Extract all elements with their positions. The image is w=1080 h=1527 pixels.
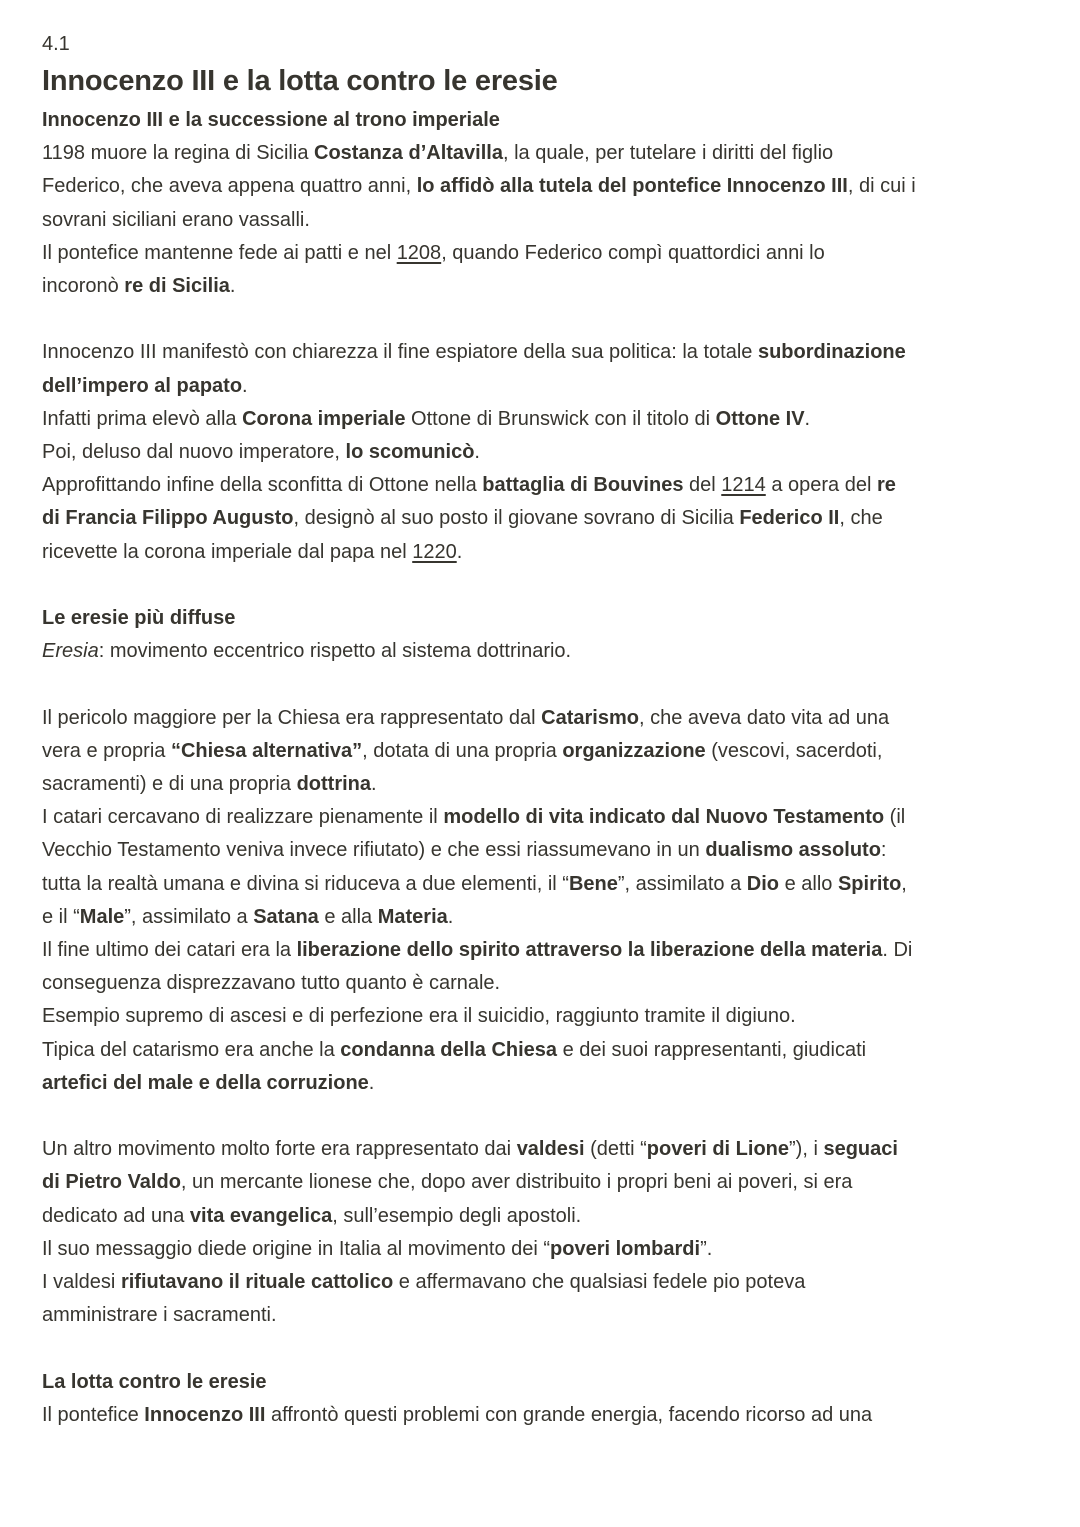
text-run: ricevette la corona imperiale dal papa nel (42, 540, 413, 563)
paragraph-gap (42, 303, 1042, 336)
bold-text: Bene (568, 872, 618, 895)
text-run: sovrani siciliani erano vassalli. (42, 208, 310, 231)
bold-text: di Francia Filippo Augusto (42, 507, 294, 530)
bold-text: Catarismo (541, 706, 639, 729)
bold-text: lo affidò alla tutela del pontefice Innocenzo III (416, 175, 848, 198)
text-line (42, 1299, 1042, 1332)
text-run: e dei suoi rappresentanti, giudicati (557, 1038, 867, 1061)
text-run: . (447, 905, 454, 928)
text-line (42, 469, 1042, 502)
text-line (42, 1034, 1042, 1067)
text-run: , dotata di una propria (362, 739, 563, 762)
text-line (42, 204, 1042, 237)
text-run: Esempio supremo di ascesi e di perfezione era il suicidio, raggiunto tramite il digiuno. (42, 1005, 796, 1028)
text-run: (il (884, 806, 906, 829)
text-line (42, 137, 1042, 170)
text-run: , un mercante lionese che, dopo aver distribuito i propri beni ai poveri, si era (180, 1171, 853, 1194)
text-run: del (683, 474, 722, 497)
bold-text: Federico II (739, 507, 840, 530)
text-run: : (880, 839, 887, 862)
text-run: , che aveva dato vita ad una (638, 706, 890, 729)
underlined-text: 1220 (412, 540, 457, 563)
paragraph-gap (42, 569, 1042, 602)
bold-text: condanna della Chiesa (340, 1038, 558, 1061)
section-heading: Innocenzo III e la successione al trono imperiale (42, 109, 500, 131)
text-run: conseguenza disprezzavano tutto quanto è carnale. (42, 972, 501, 995)
bold-text: modello di vita indicato dal Nuovo Testamento (443, 806, 885, 829)
bold-text: poveri di Lione (646, 1138, 790, 1161)
text-run: a opera del (765, 474, 877, 497)
text-run: (vescovi, sacerdoti, (705, 739, 883, 762)
text-line (42, 702, 1042, 735)
text-line (42, 1000, 1042, 1033)
text-line (42, 403, 1042, 436)
text-run: , la quale, per tutelare i diritti del figlio (502, 142, 834, 165)
bold-text: Satana (253, 905, 319, 928)
bold-text: Spirito (837, 872, 902, 895)
text-line (42, 1399, 1042, 1432)
text-run: I catari cercavano di realizzare pienamente il (42, 806, 444, 829)
text-line (42, 1166, 1042, 1199)
text-run: incoronò (42, 275, 125, 298)
text-run: dedicato ad una (42, 1204, 190, 1227)
text-line (42, 834, 1042, 867)
text-run: Tipica del catarismo era anche la (42, 1038, 341, 1061)
bold-text: battaglia di Bouvines (482, 474, 684, 497)
text-line (42, 170, 1042, 203)
text-run: . (456, 540, 463, 563)
bold-text: Corona imperiale (242, 407, 406, 430)
text-run: Il pericolo maggiore per la Chiesa era rappresentato dal (42, 706, 542, 729)
text-run: Innocenzo III manifestò con chiarezza il fine espiatore della sua politica: la totale (42, 341, 758, 364)
section-heading: Le eresie più diffuse (42, 607, 236, 630)
document-body (42, 104, 1042, 1432)
bold-text: organizzazione (562, 739, 706, 762)
underlined-text: 1214 (721, 474, 766, 497)
text-line (42, 270, 1042, 303)
text-run: . (371, 773, 377, 796)
text-run: Infatti prima elevò alla (42, 407, 243, 430)
text-line (42, 901, 1042, 934)
text-run: Poi, deluso dal nuovo imperatore, (42, 441, 346, 464)
text-line (42, 336, 1042, 369)
bold-text: Male (79, 905, 125, 928)
bold-text: valdesi (516, 1138, 585, 1161)
text-line (42, 801, 1042, 834)
text-run: amministrare i sacramenti. (42, 1304, 277, 1327)
text-run: ”), i (789, 1138, 824, 1161)
text-run: e allo (779, 872, 838, 895)
bold-text: “Chiesa alternativa” (170, 739, 363, 762)
text-run: : movimento eccentrico rispetto al sistema dottrinario. (98, 640, 572, 663)
text-run: ”, assimilato a (124, 905, 254, 928)
text-run: , sull’esempio degli apostoli. (332, 1204, 582, 1227)
text-run: . (368, 1071, 375, 1094)
bold-text: poveri lombardi (550, 1237, 701, 1260)
bold-text: Ottone IV (715, 407, 805, 430)
text-line (42, 1067, 1042, 1100)
bold-text: vita evangelica (189, 1204, 333, 1227)
paragraph-gap (42, 1332, 1042, 1365)
section-heading: La lotta contro le eresie (42, 1370, 267, 1393)
bold-text: lo scomunicò (345, 441, 475, 464)
bold-text: subordinazione (757, 341, 906, 364)
paragraph-gap (42, 668, 1042, 701)
bold-text: liberazione dello spirito attraverso la liberazione della materia (296, 939, 883, 962)
text-line (42, 370, 1042, 403)
text-run: ”. (700, 1237, 713, 1260)
text-line (42, 237, 1042, 270)
text-run: , (901, 872, 907, 895)
page-title: Innocenzo III e la lotta contro le eresie (42, 65, 558, 97)
text-run: ”, assimilato a (617, 872, 747, 895)
text-run: (detti “ (584, 1138, 647, 1161)
text-line (42, 1233, 1042, 1266)
text-line (42, 1200, 1042, 1233)
bold-text: dualismo assoluto (705, 839, 881, 862)
text-line (42, 967, 1042, 1000)
text-run: Il suo messaggio diede origine in Italia al movimento dei “ (42, 1237, 551, 1260)
text-run: 1198 muore la regina di Sicilia (42, 142, 315, 165)
bold-text: rifiutavano il rituale cattolico (120, 1271, 394, 1294)
bold-text: artefici del male e della corruzione (42, 1071, 369, 1094)
text-run: . Di (882, 939, 913, 962)
text-line (42, 536, 1042, 569)
text-run: . (804, 407, 811, 430)
bold-text: seguaci (823, 1138, 898, 1161)
text-line (42, 1266, 1042, 1299)
bold-text: Costanza d’Altavilla (314, 142, 503, 165)
bold-text: Dio (746, 872, 780, 895)
text-run: , designò al suo posto il giovane sovrano di Sicilia (293, 507, 740, 530)
text-run: I valdesi (42, 1271, 121, 1294)
text-run: e alla (318, 905, 378, 928)
text-run: e affermavano che qualsiasi fedele pio poteva (393, 1271, 806, 1294)
text-line (42, 1133, 1042, 1166)
text-run: Federico, che aveva appena quattro anni, (42, 175, 417, 198)
text-line (42, 934, 1042, 967)
bold-text: Materia (377, 905, 448, 928)
text-run: . (242, 374, 248, 397)
text-line (42, 768, 1042, 801)
bold-text: di Pietro Valdo (42, 1171, 181, 1194)
text-run: tutta la realtà umana e divina si riduceva a due elementi, il “ (42, 872, 569, 895)
text-run: Approfittando infine della sconfitta di Ottone nella (42, 474, 483, 497)
text-run: , di cui i (847, 175, 916, 198)
underlined-text: 1208 (396, 241, 442, 264)
text-run: Il pontefice (42, 1403, 145, 1426)
text-run: . (229, 275, 236, 298)
italic-text: Eresia (42, 640, 99, 663)
text-line (42, 502, 1042, 535)
text-run: Il fine ultimo dei catari era la (42, 939, 297, 962)
text-run: Il pontefice mantenne fede ai patti e nel (42, 241, 397, 264)
text-run: , quando Federico compì quattordici anni lo (441, 241, 825, 264)
bold-text: Innocenzo III (144, 1403, 266, 1426)
section-number: 4.1 (42, 33, 70, 55)
text-run: Ottone di Brunswick con il titolo di (405, 407, 716, 430)
text-run: . (474, 441, 480, 464)
text-run: Vecchio Testamento veniva invece rifiutato) e che essi riassumevano in un (42, 839, 706, 862)
text-run: sacramenti) e di una propria (42, 773, 297, 796)
text-line (42, 735, 1042, 768)
bold-text: re (876, 474, 896, 497)
document-page (42, 28, 1042, 1432)
paragraph-gap (42, 1100, 1042, 1133)
text-line (42, 635, 1042, 668)
text-run: , che (839, 507, 883, 530)
text-run: affrontò questi problemi con grande energia, facendo ricorso ad una (265, 1403, 873, 1426)
bold-text: re di Sicilia (124, 275, 230, 298)
bold-text: dottrina (296, 773, 372, 796)
text-line (42, 436, 1042, 469)
text-run: Un altro movimento molto forte era rappresentato dai (42, 1138, 517, 1161)
bold-text: dell’impero al papato (42, 374, 243, 397)
text-line (42, 868, 1042, 901)
text-run: e il “ (42, 905, 80, 928)
text-run: vera e propria (42, 739, 171, 762)
